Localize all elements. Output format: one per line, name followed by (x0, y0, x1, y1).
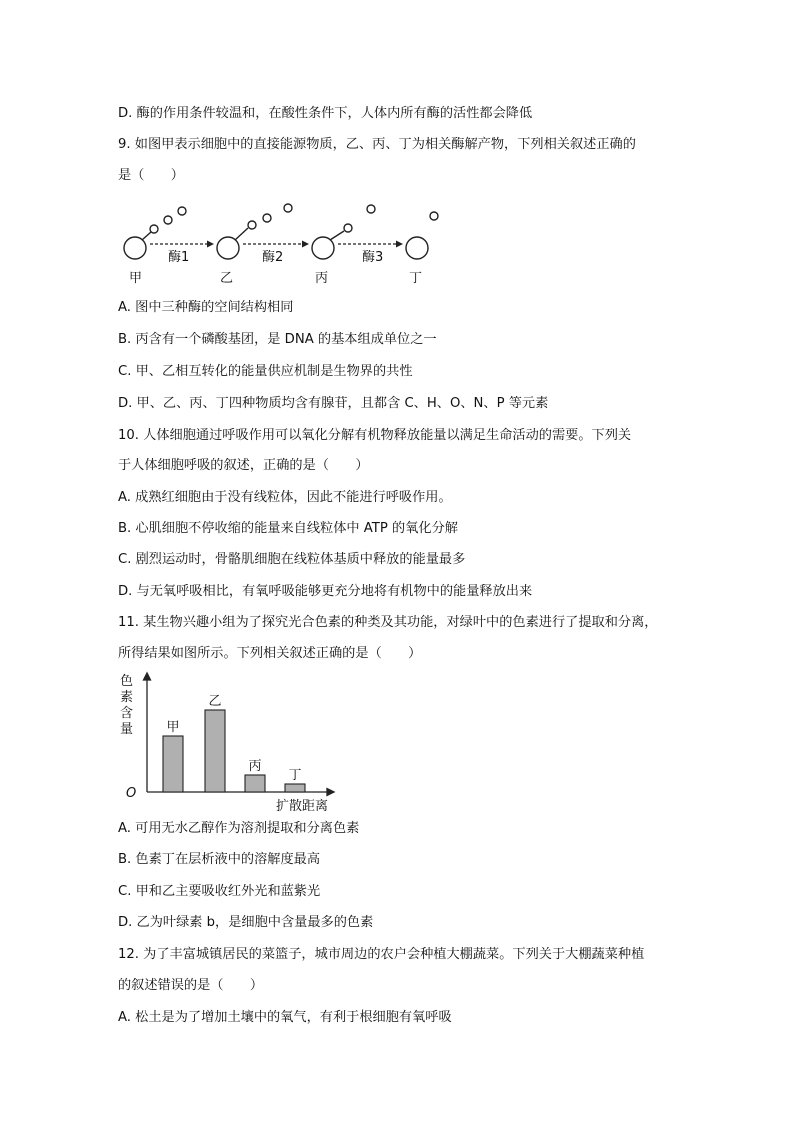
bar-0 (163, 736, 183, 792)
bar-label-3: 丁 (288, 768, 302, 783)
origin-label: O (126, 786, 137, 801)
enzyme-label-2: 酶2 (262, 250, 284, 265)
bar-label-1: 乙 (208, 694, 222, 709)
free-phosphate-1 (284, 204, 292, 212)
text-line: 是（ ） (118, 168, 184, 183)
molecule-yi-bond (235, 228, 248, 240)
text-line: 11. 某生物兴趣小组为了探究光合色素的种类及其功能，对绿叶中的色素进行了提取和分离， (118, 615, 658, 630)
molecule-label-jia: 甲 (129, 271, 143, 286)
molecule-yi-phosphate-1 (248, 221, 256, 229)
text-line: A. 松土是为了增加土壤中的氧气，有利于根细胞有氧呼吸 (118, 1010, 452, 1025)
molecule-label-bing: 丙 (315, 271, 329, 286)
x-axis-label: 扩散距离 (276, 799, 329, 814)
bar-label-2: 丙 (248, 759, 262, 774)
molecule-yi-phosphate-2 (263, 214, 271, 222)
atp-hydrolysis-diagram (118, 198, 458, 294)
bar-1 (205, 710, 225, 792)
molecule-jia-phosphate-2 (164, 216, 172, 224)
text-line: C. 甲和乙主要吸收红外光和蓝紫光 (118, 884, 321, 899)
molecule-jia-bond (142, 232, 151, 240)
bar-label-0: 甲 (166, 720, 180, 735)
bar-3 (285, 784, 305, 792)
molecule-ding-base (406, 237, 428, 259)
text-line: B. 色素丁在层析液中的溶解度最高 (118, 852, 321, 867)
text-line: 于人体细胞呼吸的叙述，正确的是（ ） (118, 458, 369, 473)
free-phosphate-3 (430, 212, 438, 220)
enzyme-label-1: 酶1 (168, 250, 190, 265)
molecule-label-ding: 丁 (409, 271, 423, 286)
text-line: A. 可用无水乙醇作为溶剂提取和分离色素 (118, 821, 360, 836)
text-line: D. 与无氧呼吸相比，有氧呼吸能够更充分地将有机物中的能量释放出来 (118, 584, 533, 599)
text-line: C. 甲、乙相互转化的能量供应机制是生物界的共性 (118, 364, 413, 379)
text-line: D. 甲、乙、丙、丁四种物质均含有腺苷，且都含 C、H、O、N、P 等元素 (118, 396, 549, 411)
text-line: C. 剧烈运动时，骨骼肌细胞在线粒体基质中释放的能量最多 (118, 552, 466, 567)
text-line: 的叙述错误的是（ ） (118, 978, 264, 993)
y-axis-label-char: 素 (120, 690, 134, 705)
bar-2 (245, 775, 265, 792)
pigment-bar-chart (118, 670, 358, 815)
text-line: 12. 为了丰富城镇居民的菜篮子，城市周边的农户会种植大棚蔬菜。下列关于大棚蔬菜种植 (118, 947, 645, 962)
text-line: D. 乙为叶绿素 b，是细胞中含量最多的色素 (118, 915, 374, 930)
text-line: A. 图中三种酶的空间结构相同 (118, 300, 294, 315)
molecule-jia-phosphate-1 (150, 225, 158, 233)
molecule-label-yi: 乙 (220, 271, 234, 286)
molecule-jia-phosphate-3 (178, 207, 186, 215)
molecule-bing-bond (330, 231, 344, 240)
arrowhead-1 (207, 241, 214, 248)
y-axis-label-char: 量 (120, 722, 134, 737)
y-axis-label (120, 674, 133, 737)
text-line: 10. 人体细胞通过呼吸作用可以氧化分解有机物释放能量以满足生命活动的需要。下列关 (118, 428, 632, 443)
enzyme-label-3: 酶3 (362, 250, 384, 265)
y-axis-arrowhead (144, 673, 151, 680)
molecule-bing-phosphate (344, 224, 352, 232)
y-axis-label-char: 色 (120, 674, 134, 689)
text-line: 9. 如图甲表示细胞中的直接能源物质，乙、丙、丁为相关酶解产物，下列相关叙述正确的 (118, 137, 636, 152)
text-line: B. 心肌细胞不停收缩的能量来自线粒体中 ATP 的氧化分解 (118, 521, 458, 536)
text-line: A. 成熟红细胞由于没有线粒体，因此不能进行呼吸作用。 (118, 490, 452, 505)
arrowhead-3 (396, 241, 403, 248)
text-line: 所得结果如图所示。下列相关叙述正确的是（ ） (118, 646, 422, 661)
y-axis-label-char: 含 (120, 706, 134, 721)
x-axis-arrowhead (327, 789, 334, 796)
arrowhead-2 (302, 241, 309, 248)
text-line: D. 酶的作用条件较温和，在酸性条件下，人体内所有酶的活性都会降低 (118, 106, 533, 121)
free-phosphate-2 (367, 205, 375, 213)
text-line: B. 丙含有一个磷酸基团，是 DNA 的基本组成单位之一 (118, 332, 437, 347)
